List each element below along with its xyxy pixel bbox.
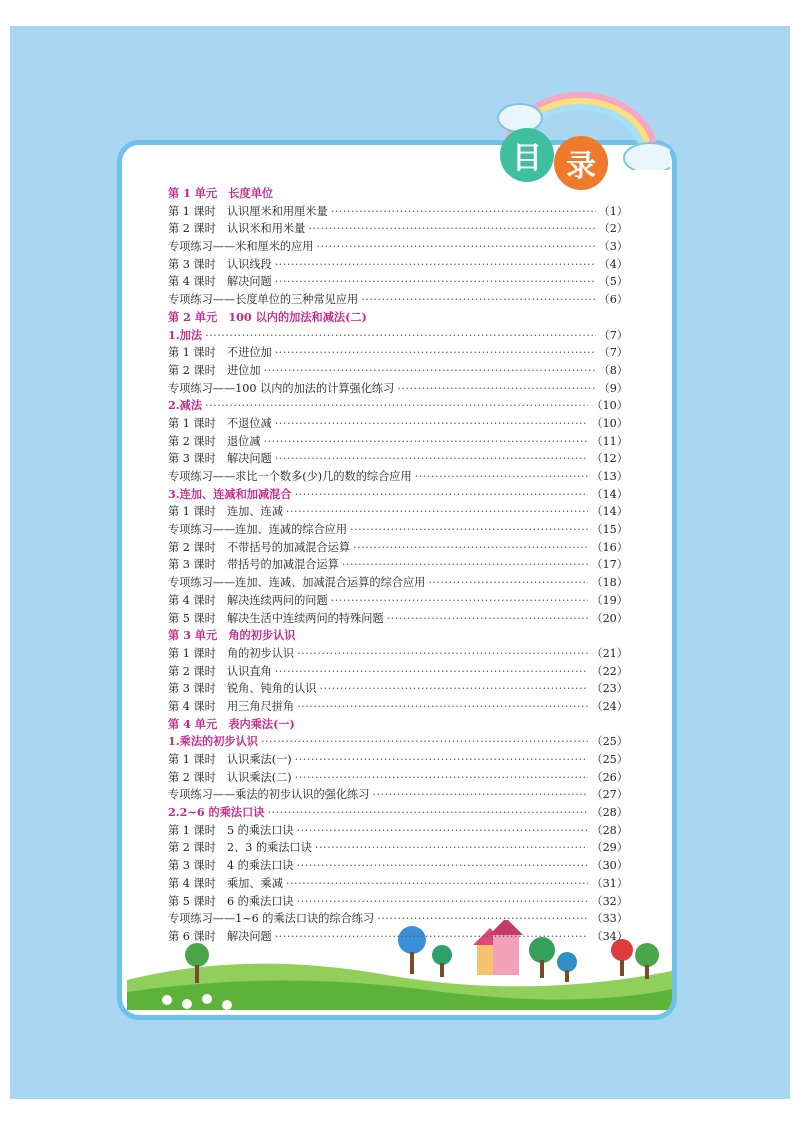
dot-leader — [286, 875, 588, 893]
page-number: （16） — [591, 540, 628, 554]
dot-leader — [205, 397, 588, 415]
dot-leader — [297, 645, 588, 663]
entry-label: 第 3 课时 认识线段 — [168, 257, 272, 271]
toc-entry[interactable] — [168, 291, 628, 309]
page-number: （6） — [598, 293, 628, 307]
toc-entry[interactable] — [168, 610, 628, 628]
toc-entry[interactable] — [168, 220, 628, 238]
toc-entry[interactable] — [168, 468, 628, 486]
entry-label: 专项练习——连加、连减、加减混合运算的综合应用 — [168, 576, 426, 590]
entry-label: 1.乘法的初步认识 — [168, 734, 258, 749]
page-number: （27） — [591, 788, 628, 802]
entry-label: 专项练习——米和厘米的应用 — [168, 240, 314, 254]
section-heading[interactable] — [168, 804, 628, 822]
entry-label: 第 2 课时 退位减 — [168, 434, 261, 448]
entry-label: 第 3 课时 解决问题 — [168, 452, 272, 466]
entry-label: 第 3 课时 带括号的加减混合运算 — [168, 558, 339, 572]
entry-label: 第 4 课时 乘加、乘减 — [168, 876, 283, 890]
entry-label: 第 2 课时 认识米和用米量 — [168, 222, 306, 236]
unit-heading[interactable] — [168, 309, 628, 327]
page-number: （17） — [591, 558, 628, 572]
toc-entry[interactable] — [168, 503, 628, 521]
toc-entry[interactable] — [168, 574, 628, 592]
page-number: （11） — [591, 434, 628, 448]
toc-entry[interactable] — [168, 521, 628, 539]
toc-entry[interactable] — [168, 415, 628, 433]
toc-entry[interactable] — [168, 875, 628, 893]
dot-leader — [353, 539, 588, 557]
unit-heading[interactable] — [168, 716, 628, 734]
entry-label: 2.2~6 的乘法口诀 — [168, 805, 265, 820]
page-number: （31） — [591, 876, 628, 890]
toc-entry[interactable] — [168, 256, 628, 274]
toc-entry[interactable] — [168, 556, 628, 574]
page-number: （12） — [591, 452, 628, 466]
entry-label: 专项练习——长度单位的三种常见应用 — [168, 293, 359, 307]
page-number: （14） — [591, 505, 628, 519]
page-number: （9） — [598, 381, 628, 395]
dot-leader — [361, 291, 595, 309]
toc-entry[interactable] — [168, 928, 628, 946]
unit-heading[interactable] — [168, 627, 628, 645]
dot-leader — [297, 698, 588, 716]
page-number: （8） — [598, 363, 628, 377]
dot-leader — [387, 610, 589, 628]
entry-label: 第 5 课时 解决生活中连续两问的特殊问题 — [168, 611, 384, 625]
page-number: （20） — [591, 611, 628, 625]
dot-leader — [308, 220, 595, 238]
title-char-2: 录 — [554, 136, 608, 190]
dot-leader — [316, 238, 595, 256]
dot-leader — [264, 362, 596, 380]
entry-label: 第 4 课时 解决连续两问的问题 — [168, 593, 328, 607]
page-number: （26） — [591, 770, 628, 784]
entry-label: 第 3 单元 角的初步认识 — [168, 628, 296, 643]
dot-leader — [275, 928, 589, 946]
dot-leader — [331, 592, 589, 610]
entry-label: 第 1 单元 长度单位 — [168, 186, 274, 200]
dot-leader — [315, 839, 588, 857]
entry-label: 第 2 课时 认识直角 — [168, 664, 272, 678]
section-heading[interactable] — [168, 486, 628, 504]
entry-label: 第 1 课时 不退位减 — [168, 416, 272, 430]
entry-label: 第 4 单元 表内乘法(一) — [168, 716, 295, 731]
dot-leader — [275, 344, 596, 362]
dot-leader — [295, 769, 589, 787]
page-number: （14） — [591, 487, 628, 501]
page-number: （34） — [591, 929, 628, 943]
dot-leader — [275, 415, 589, 433]
entry-label: 1.加法 — [168, 327, 203, 342]
toc-entry[interactable] — [168, 910, 628, 928]
dot-leader — [295, 751, 589, 769]
page-number: （25） — [591, 735, 628, 749]
toc-entry[interactable] — [168, 645, 628, 663]
toc-entry[interactable] — [168, 592, 628, 610]
toc-entry[interactable] — [168, 680, 628, 698]
toc-entry[interactable] — [168, 786, 628, 804]
entry-label: 第 1 课时 不进位加 — [168, 346, 272, 360]
page-number: （5） — [598, 275, 628, 289]
dot-leader — [397, 380, 595, 398]
page-number: （23） — [591, 682, 628, 696]
page-number: （18） — [591, 576, 628, 590]
dot-leader — [275, 273, 596, 291]
page-number: （24） — [591, 699, 628, 713]
toc-entry[interactable] — [168, 238, 628, 256]
entry-label: 第 2 课时 不带括号的加减混合运算 — [168, 540, 351, 554]
dot-leader — [350, 521, 588, 539]
dot-leader — [415, 468, 589, 486]
dot-leader — [264, 433, 589, 451]
dot-leader — [319, 680, 588, 698]
page-number: （15） — [591, 523, 628, 537]
dot-leader — [342, 556, 589, 574]
dot-leader — [275, 663, 589, 681]
entry-label: 第 6 课时 解决问题 — [168, 929, 272, 943]
unit-heading[interactable] — [168, 185, 628, 203]
entry-label: 第 2 课时 2、3 的乘法口诀 — [168, 841, 312, 855]
toc-entry[interactable] — [168, 822, 628, 840]
toc-entry[interactable] — [168, 839, 628, 857]
page-number: （13） — [591, 470, 628, 483]
page-number: （22） — [591, 664, 628, 678]
entry-label: 专项练习——1~6 的乘法口诀的综合练习 — [168, 912, 375, 926]
toc-entry[interactable] — [168, 380, 628, 398]
entry-label: 第 1 课时 角的初步认识 — [168, 646, 295, 660]
page-number: （30） — [591, 859, 628, 873]
toc-entry[interactable] — [168, 663, 628, 681]
dot-leader — [297, 822, 589, 840]
page-number: （28） — [591, 806, 628, 820]
page-number: （4） — [598, 257, 628, 271]
entry-label: 第 2 单元 100 以内的加法和减法(二) — [168, 309, 367, 324]
title-char-1: 目 — [500, 128, 554, 182]
toc-entry[interactable] — [168, 857, 628, 875]
page-number: （29） — [591, 841, 628, 855]
page-number: （2） — [598, 222, 628, 236]
dot-leader — [267, 804, 588, 822]
page-number: （19） — [591, 593, 628, 607]
toc-entry[interactable] — [168, 433, 628, 451]
entry-label: 专项练习——乘法的初步认识的强化练习 — [168, 788, 370, 802]
entry-label: 专项练习——连加、连减的综合应用 — [168, 523, 348, 537]
page-number: （7） — [598, 328, 628, 342]
dot-leader — [428, 574, 588, 592]
toc-entry[interactable] — [168, 450, 628, 468]
dot-leader — [205, 327, 595, 345]
entry-label: 2.减法 — [168, 398, 203, 413]
toc-entry[interactable] — [168, 893, 628, 911]
page-number: （33） — [591, 912, 628, 926]
page-number: （21） — [591, 646, 628, 660]
page-number: （7） — [598, 346, 628, 360]
entry-label: 第 1 课时 认识厘米和用厘米量 — [168, 204, 328, 218]
entry-label: 第 3 课时 4 的乘法口诀 — [168, 859, 294, 873]
page-number: （3） — [598, 240, 628, 254]
dot-leader — [331, 203, 596, 221]
entry-label: 第 1 课时 认识乘法(一) — [168, 753, 292, 766]
page-number: （1） — [598, 204, 628, 218]
entry-label: 第 1 课时 5 的乘法口诀 — [168, 823, 294, 837]
toc-entry[interactable] — [168, 698, 628, 716]
toc-entry[interactable] — [168, 539, 628, 557]
toc-entry[interactable] — [168, 344, 628, 362]
dot-leader — [275, 256, 596, 274]
section-heading[interactable] — [168, 397, 628, 415]
toc-entry[interactable] — [168, 203, 628, 221]
page-number: （25） — [591, 753, 628, 766]
page-number: （32） — [591, 894, 628, 908]
dot-leader — [295, 486, 589, 504]
entry-label: 专项练习——求比一个数多(少)几的数的综合应用 — [168, 470, 412, 483]
dot-leader — [372, 786, 588, 804]
toc-entry[interactable] — [168, 751, 628, 769]
page-number: （10） — [591, 399, 628, 413]
dot-leader — [297, 893, 589, 911]
entry-label: 3.连加、连减和加减混合 — [168, 486, 292, 501]
entry-label: 第 4 课时 用三角尺拼角 — [168, 699, 295, 713]
entry-label: 第 2 课时 认识乘法(二) — [168, 770, 292, 784]
dot-leader — [297, 857, 589, 875]
entry-label: 第 2 课时 进位加 — [168, 363, 261, 377]
toc-entry[interactable] — [168, 769, 628, 787]
entry-label: 第 4 课时 解决问题 — [168, 275, 272, 289]
entry-label: 第 3 课时 锐角、钝角的认识 — [168, 682, 317, 696]
title-decoration — [470, 70, 680, 190]
section-heading[interactable] — [168, 327, 628, 345]
entry-label: 第 5 课时 6 的乘法口诀 — [168, 894, 294, 908]
dot-leader — [275, 450, 589, 468]
page-number: （28） — [591, 823, 628, 837]
dot-leader — [261, 733, 588, 751]
toc-entry[interactable] — [168, 273, 628, 291]
toc-entry[interactable] — [168, 362, 628, 380]
entry-label: 第 1 课时 连加、连减 — [168, 505, 283, 519]
dot-leader — [286, 503, 588, 521]
table-of-contents — [168, 185, 628, 946]
dot-leader — [377, 910, 588, 928]
entry-label: 专项练习——100 以内的加法的计算强化练习 — [168, 381, 395, 395]
section-heading[interactable] — [168, 733, 628, 751]
page-number: （10） — [591, 416, 628, 430]
